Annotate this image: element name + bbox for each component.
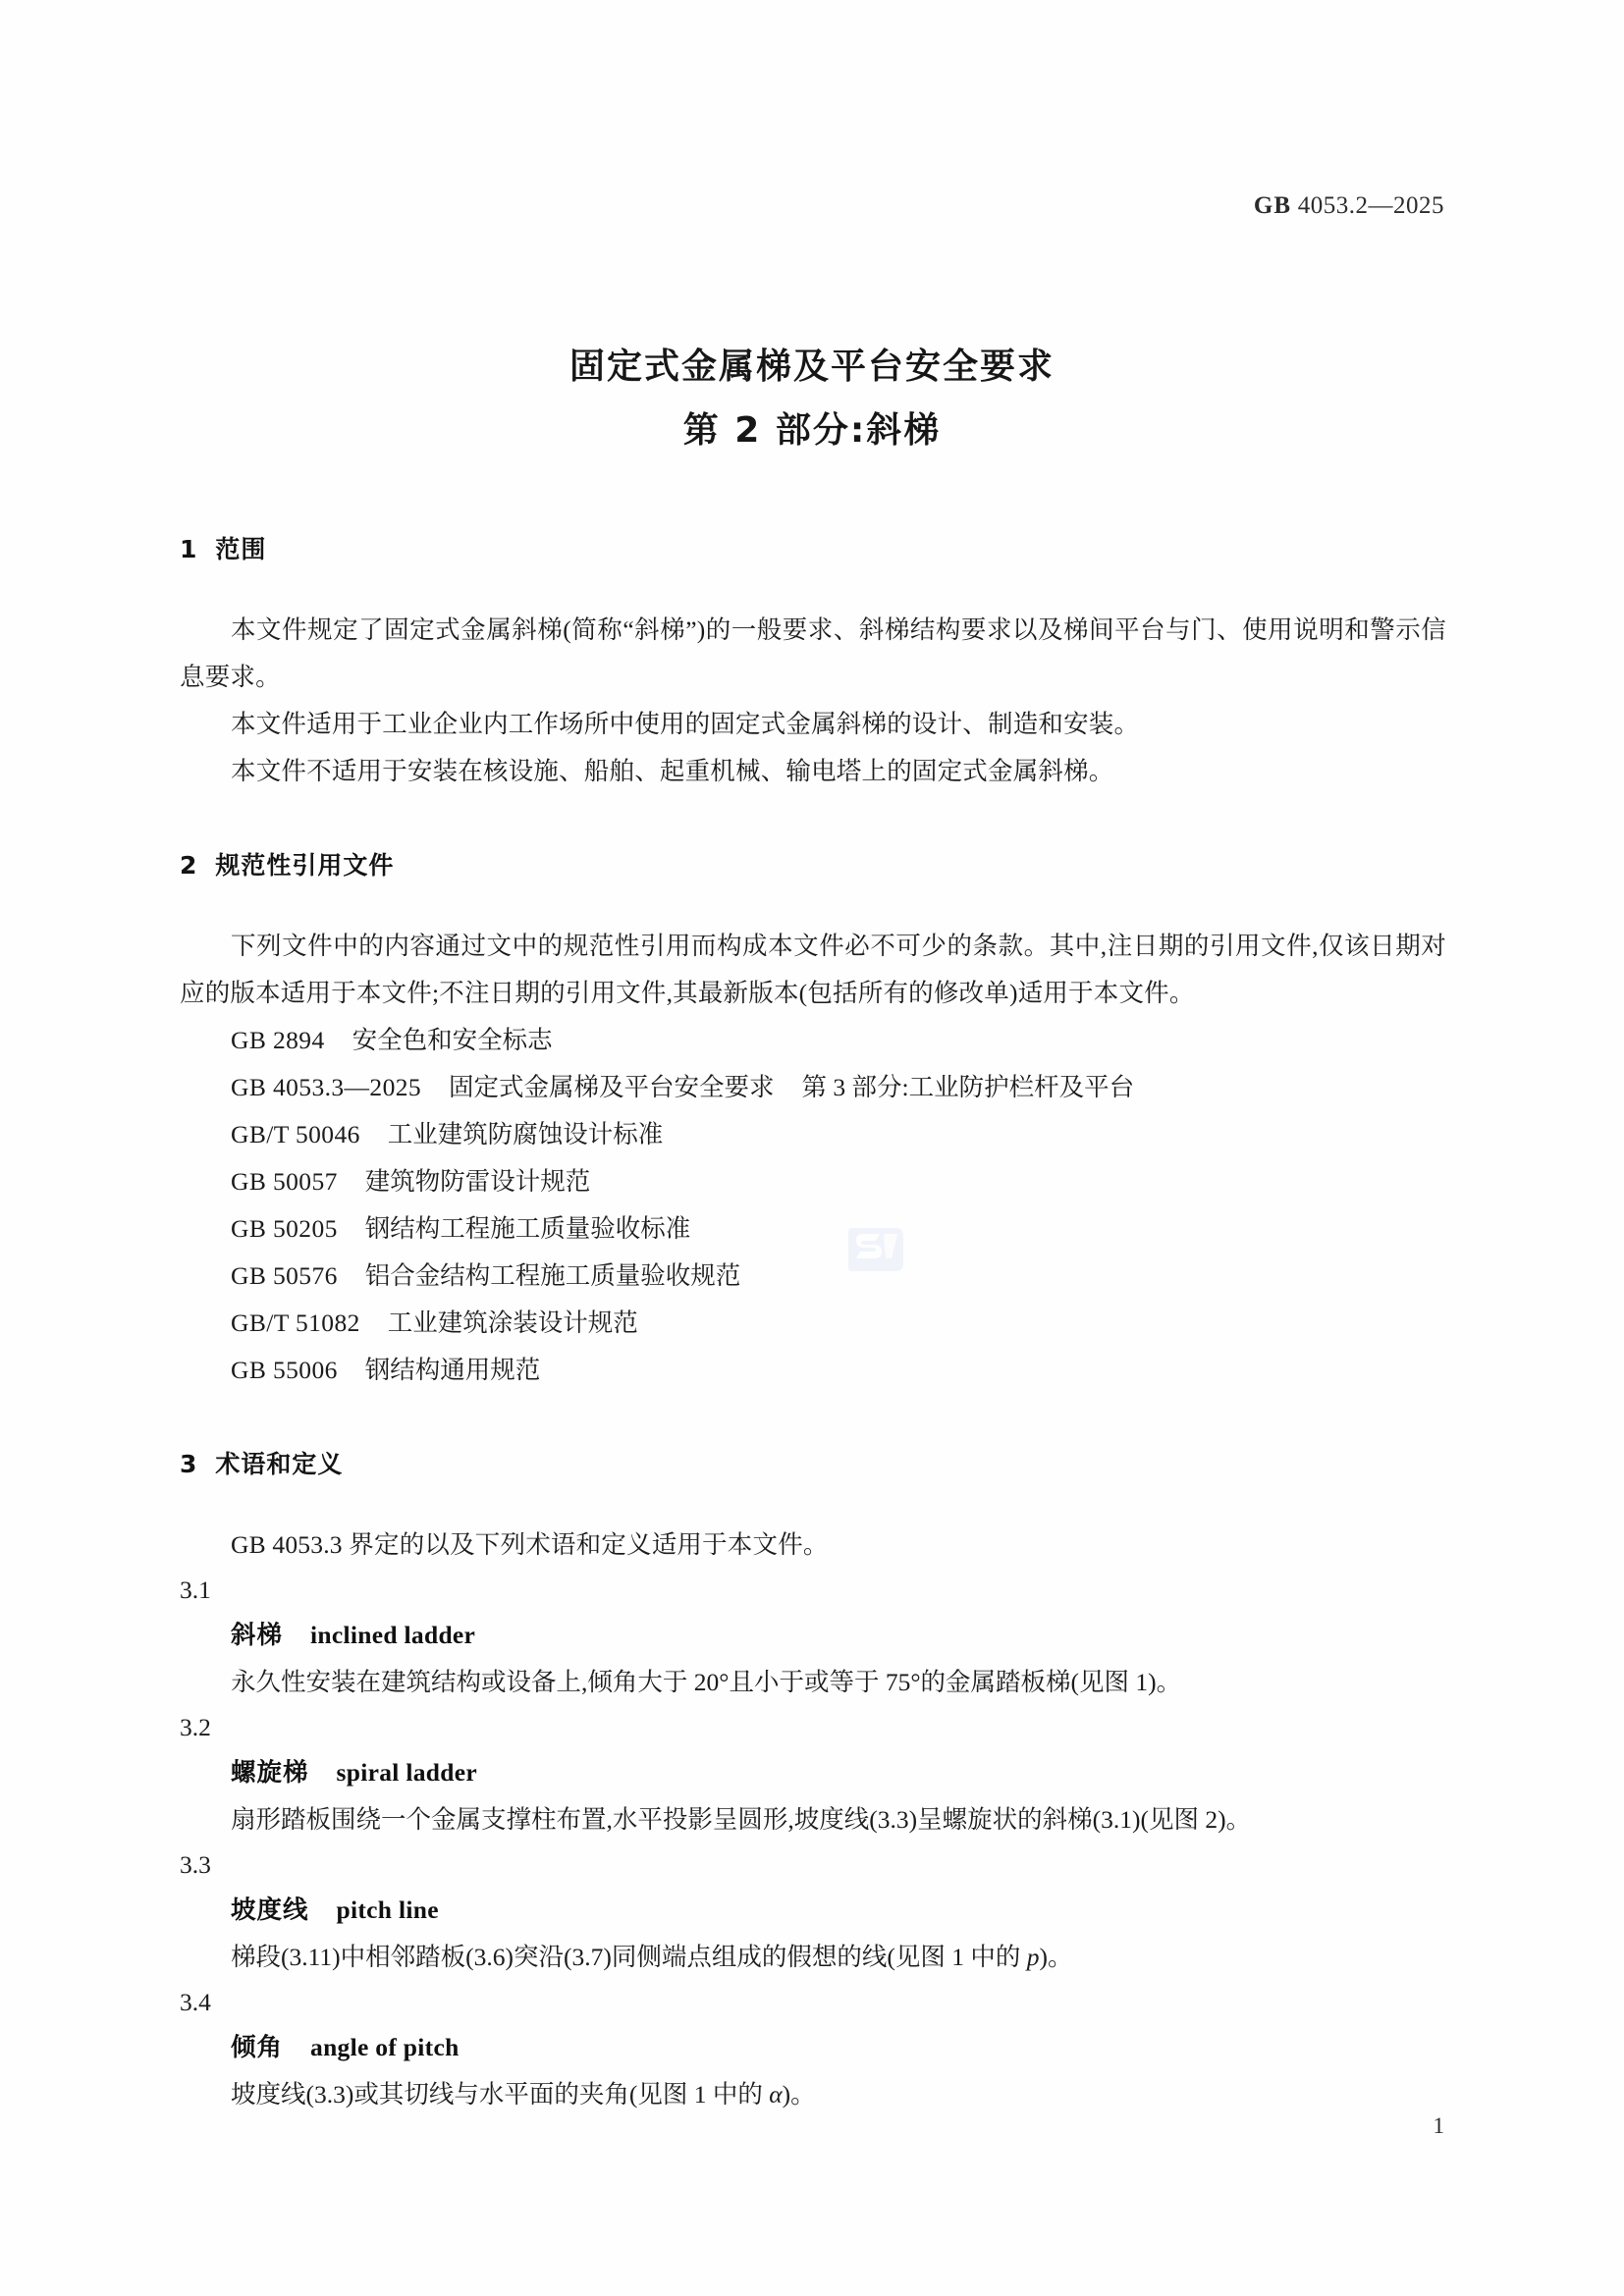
normative-references-intro: 下列文件中的内容通过文中的规范性引用而构成本文件必不可少的条款。其中,注日期的引用文件,仅该日期对应的版本适用于本文件;不注日期的引用文件,其最新版本(包括所有的修改单)适用于本文件。 [180,932,1446,1007]
heading-scope [180,530,1446,565]
heading-scope-number: 1 [180,535,198,563]
reference-code: GB 55006 [231,1356,338,1384]
reference-code: GB 50576 [231,1261,338,1290]
term-definition: 扇形踏板围绕一个金属支撑柱布置,水平投影呈圆形,坡度线(3.3)呈螺旋状的斜梯(3.1)(见图 2)。 [231,1805,1252,1834]
term-definition [231,2071,1446,2118]
reference-item [231,1300,1446,1347]
scope-paragraph-1: 本文件规定了固定式金属斜梯(简称“斜梯”)的一般要求、斜梯结构要求以及梯间平台与门、使用说明和警示信息要求。 [180,615,1446,691]
term-name-cn: 螺旋梯 [231,1758,309,1788]
standard-mark: GB [1253,192,1291,219]
reference-code: GB 50057 [231,1167,338,1196]
reference-title: 固定式金属梯及平台安全要求 [449,1073,775,1101]
term-name-en: spiral ladder [336,1758,477,1787]
term-name-en: inclined ladder [310,1621,476,1649]
normative-references-list [180,1017,1446,1394]
reference-item [231,1158,1446,1205]
term-number: 3.2 [180,1713,211,1741]
document-subtitle: 第 2 部分:斜梯 [682,410,942,451]
reference-title: 安全色和安全标志 [352,1026,553,1054]
term-name-cn: 坡度线 [231,1896,309,1925]
heading-normative-references-label: 规范性引用文件 [215,851,395,880]
reference-part: 第 3 部分:工业防护栏杆及平台 [801,1073,1135,1101]
reference-title: 钢结构工程施工质量验收标准 [364,1214,691,1243]
page-number: 1 [1433,2113,1444,2138]
heading-normative-references-number: 2 [180,851,198,880]
term-definition-symbol: α [769,2080,783,2109]
scope-paragraph-3: 本文件不适用于安装在核设施、船舶、起重机械、输电塔上的固定式金属斜梯。 [231,757,1114,785]
term-name-cn: 斜梯 [231,1621,284,1650]
term-number: 3.3 [180,1850,211,1879]
scope-paragraph-2: 本文件适用于工业企业内工作场所中使用的固定式金属斜梯的设计、制造和安装。 [231,710,1140,738]
heading-normative-references [180,846,1446,881]
term-definition-pre: 坡度线(3.3)或其切线与水平面的夹角(见图 1 中的 [231,2080,770,2109]
term-name-en: angle of pitch [310,2033,460,2061]
term-name-en: pitch line [336,1896,439,1924]
term-definition-pre: 梯段(3.11)中相邻踏板(3.6)突沿(3.7)同侧端点组成的假想的线(见图 1 中的 [231,1943,1027,1971]
term-name [231,1887,1446,1934]
reference-item [231,1017,1446,1064]
reference-title: 工业建筑防腐蚀设计标准 [387,1120,664,1148]
reference-code: GB/T 51082 [231,1308,360,1337]
term-name [231,1749,1446,1796]
reference-code: GB 50205 [231,1214,338,1243]
reference-title: 铝合金结构工程施工质量验收规范 [364,1261,741,1290]
term-definition [231,1934,1446,1981]
heading-terms-definitions [180,1445,1446,1480]
document-title: 固定式金属梯及平台安全要求 [568,347,1055,387]
reference-title: 工业建筑涂装设计规范 [387,1308,638,1337]
reference-item [231,1205,1446,1253]
term-number: 3.4 [180,1988,211,2016]
term-definition-post: )。 [1039,1943,1073,1971]
term-name [231,2024,1446,2071]
reference-code: GB 2894 [231,1026,325,1054]
reference-item [231,1253,1446,1300]
reference-item [231,1347,1446,1394]
term-definition: 永久性安装在建筑结构或设备上,倾角大于 20°且小于或等于 75°的金属踏板梯(见图 1)。 [231,1668,1182,1696]
reference-code: GB/T 50046 [231,1120,360,1148]
term-number: 3.1 [180,1575,211,1604]
standard-number: 4053.2—2025 [1297,192,1444,219]
reference-code: GB 4053.3—2025 [231,1073,422,1101]
term-name [231,1612,1446,1659]
term-definition-post: )。 [782,2080,816,2109]
reference-title: 钢结构通用规范 [364,1356,541,1384]
reference-item [231,1064,1446,1111]
term-definition-symbol: p [1026,1943,1040,1971]
heading-terms-definitions-label: 术语和定义 [215,1450,344,1478]
term-name-cn: 倾角 [231,2033,284,2062]
reference-item [231,1111,1446,1158]
document-body [180,530,1446,2118]
heading-scope-label: 范围 [215,535,267,563]
terms-intro: GB 4053.3 界定的以及下列术语和定义适用于本文件。 [231,1530,829,1559]
reference-title: 建筑物防雷设计规范 [364,1167,591,1196]
running-header [180,192,1444,220]
heading-terms-definitions-number: 3 [180,1450,198,1478]
